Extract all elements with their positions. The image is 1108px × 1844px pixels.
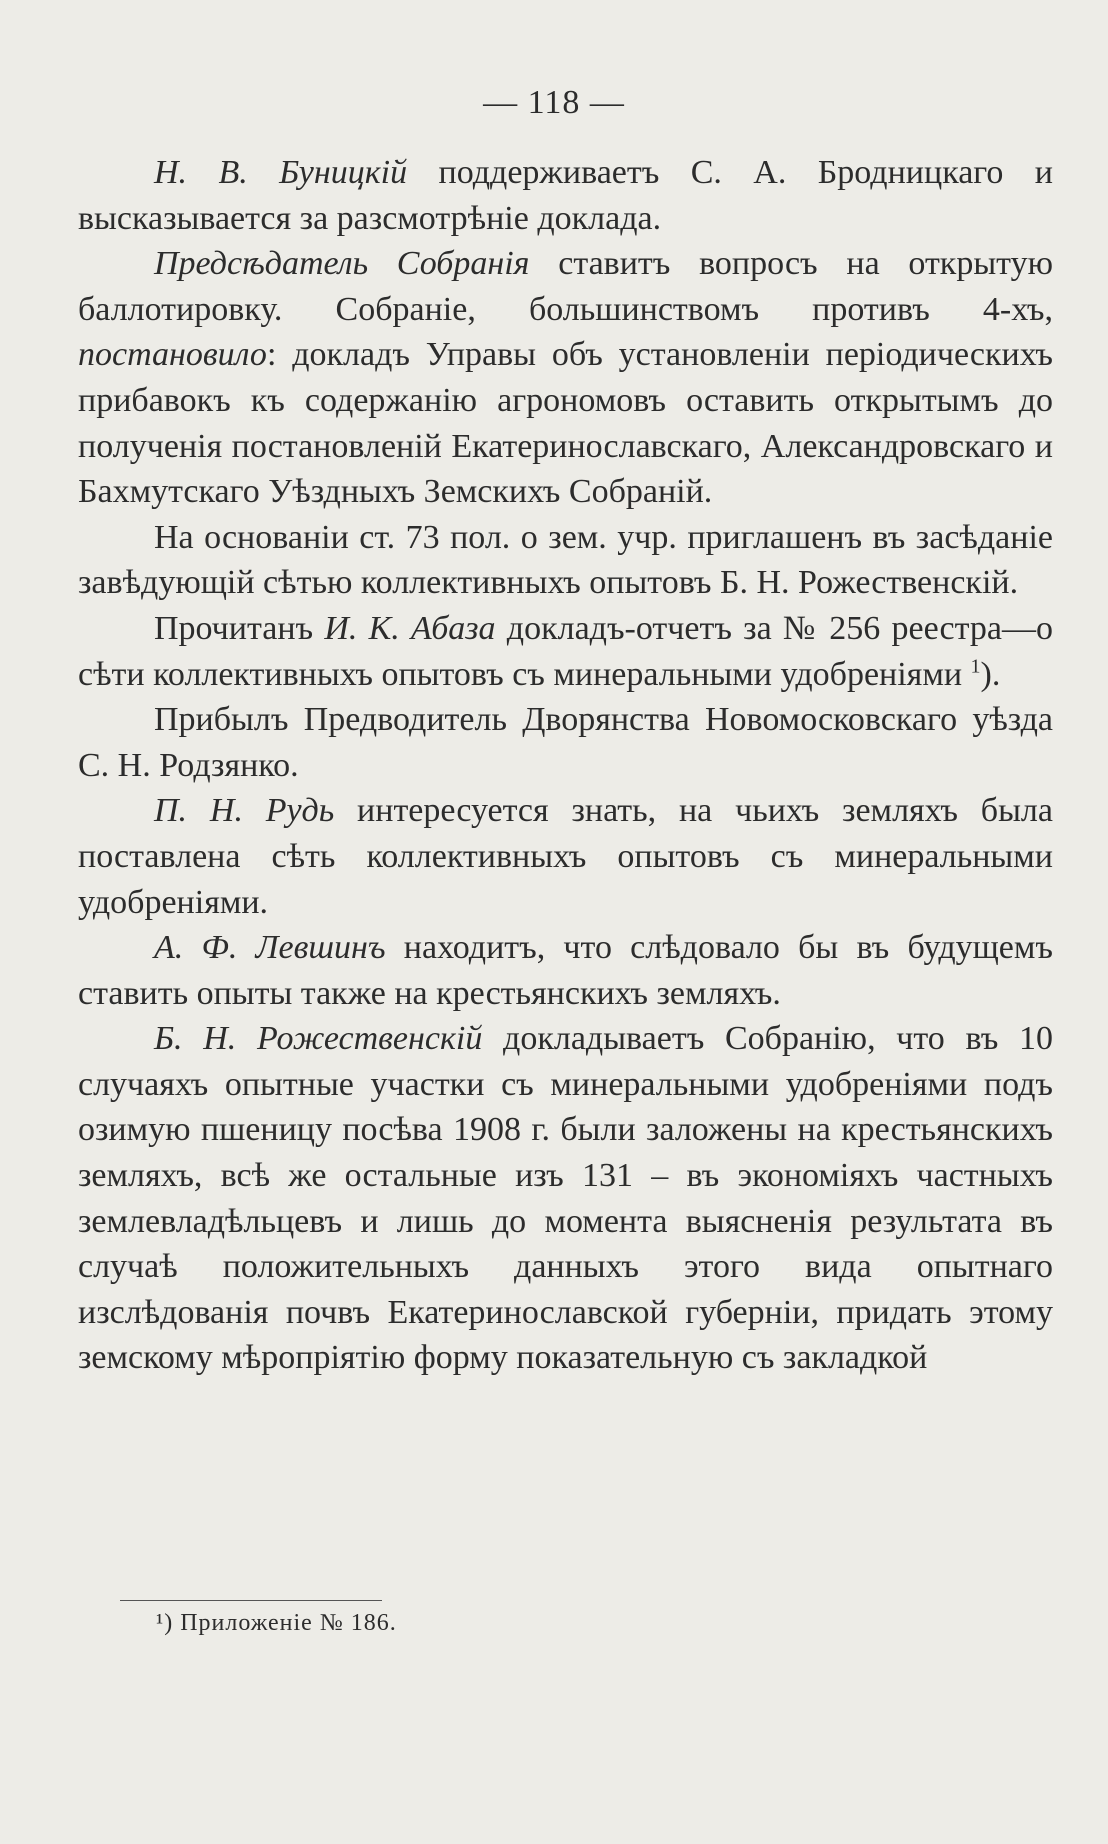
text-run: : докладъ Управы объ установленіи періодическихъ прибавокъ къ содержанію агрономовъ оставить открытымъ до полученія постановленій Екатеринославскаго, Александровскаго и Бахмутскаго Уѣздныхъ Земскихъ Собраній.: [78, 336, 1053, 511]
footnote-ref: 1: [970, 655, 981, 678]
paragraph: [78, 515, 1053, 606]
text-run: докладъ-отчетъ за № 256 реестра—о сѣти коллективныхъ опытовъ съ минеральными удобреніями: [78, 609, 1054, 693]
text-run: интересуется знать, на чьихъ земляхъ была поставлена сѣть коллективныхъ опытовъ съ минеральными удобреніями.: [78, 792, 1053, 921]
text-run: ).: [980, 655, 1001, 693]
person-name: Предсѣдатель Собранія: [154, 245, 530, 283]
person-name: И. К. Абаза: [324, 609, 496, 647]
paragraph: [78, 606, 1053, 697]
person-name: постановило: [78, 336, 267, 374]
text-run: Прибылъ Предводитель Дворянства Новомосковскаго уѣзда С. Н. Родзянко.: [78, 701, 1053, 784]
body-text: [78, 150, 1053, 1381]
footnote: ¹) Приложеніе № 186.: [156, 1610, 397, 1636]
paragraph: [78, 925, 1053, 1016]
person-name: Б. Н. Рожественскій: [154, 1020, 483, 1058]
person-name: Н. В. Буницкій: [154, 154, 408, 191]
person-name: П. Н. Рудь: [154, 792, 335, 830]
paragraph: [78, 241, 1053, 515]
paragraph: [78, 1016, 1053, 1381]
paragraph: [78, 788, 1053, 925]
person-name: А. Ф. Левшинъ: [154, 929, 386, 967]
page-number: — 118 —: [483, 84, 625, 121]
text-run: поддерживаетъ С. А. Бродницкаго и высказывается за разсмотрѣніе доклада.: [78, 154, 1053, 237]
text-run: ставитъ вопросъ на открытую баллотировку. Собраніе, большинствомъ противъ 4-хъ,: [78, 245, 1053, 328]
text-run: находитъ, что слѣдовало бы въ будущемъ ставить опыты также на крестьянскихъ земляхъ.: [78, 929, 1053, 1012]
paragraph: [78, 150, 1053, 241]
text-run: докладываетъ Собранію, что въ 10 случаяхъ опытные участки съ минеральными удобреніями подъ озимую пшеницу посѣва 1908 г. были заложены на крестьянскихъ земляхъ, всѣ же остальные изъ 131 – въ экономіяхъ частныхъ землевладѣльцевъ и лишь до момента выясненія результата въ случаѣ положительныхъ данныхъ этого вида опытнаго изслѣдованія почвъ Екатеринославской губерніи, придать этому земскому мѣропріятію форму показательную съ закладкой: [78, 1020, 1053, 1377]
footnote-divider: [120, 1600, 382, 1601]
paragraph: [78, 697, 1053, 788]
text-run: На основаніи ст. 73 пол. о зем. учр. приглашенъ въ засѣданіе завѣдующій сѣтью коллективныхъ опытовъ Б. Н. Рожественскій.: [78, 518, 1053, 602]
text-run: Прочитанъ: [154, 609, 325, 647]
